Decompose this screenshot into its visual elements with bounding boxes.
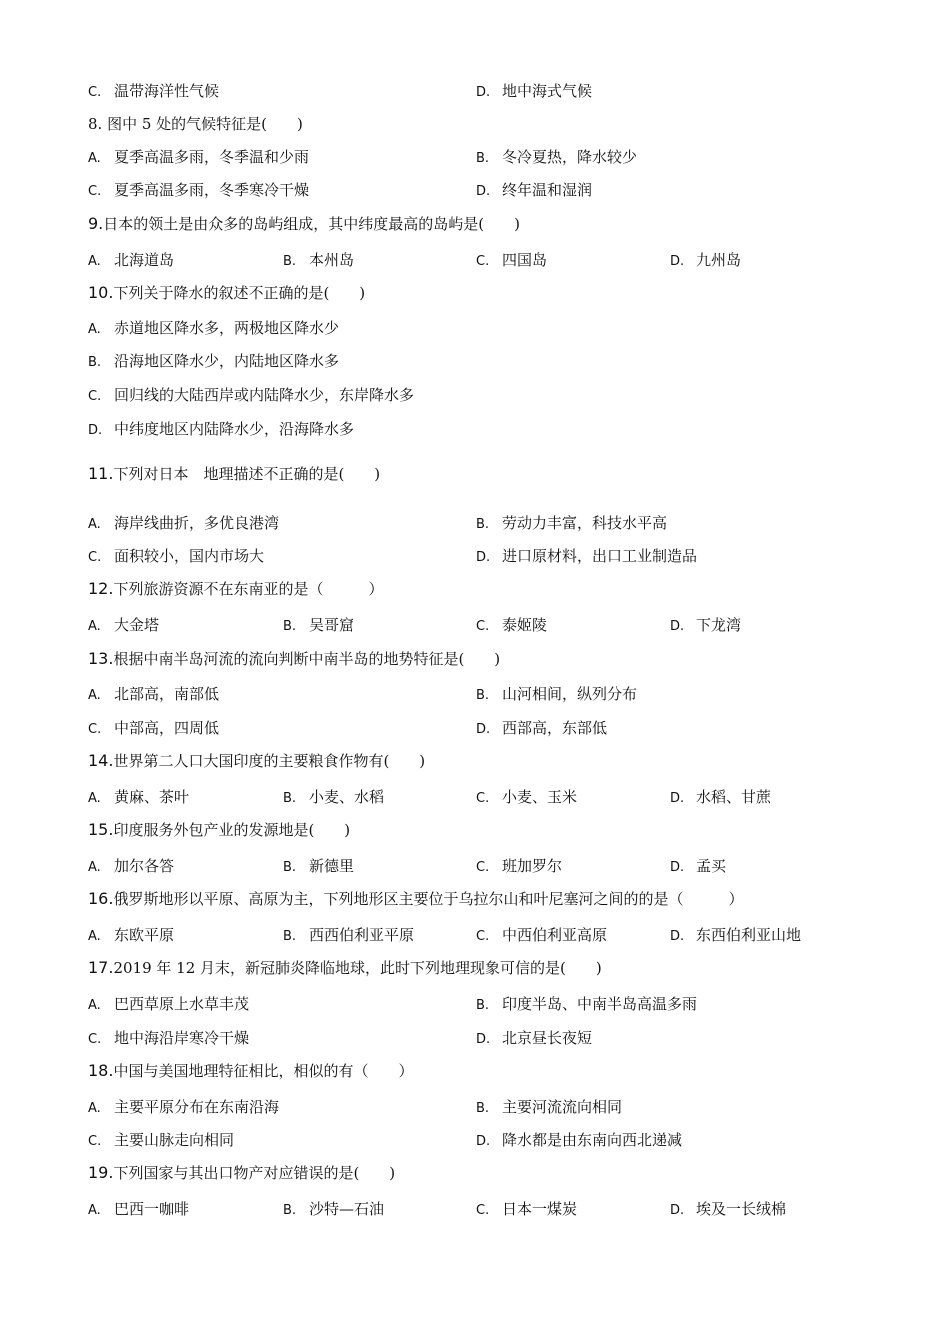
option-c: C. 夏季高温多雨，冬季寒冷干燥 [88, 181, 310, 199]
option-row [0, 383, 950, 407]
question-11-stem: 11.下列对日本 地理描述不正确的是( ) [88, 464, 381, 483]
option-row [0, 544, 950, 568]
option-row [0, 349, 950, 373]
question-14-stem: 14.世界第二人口大国印度的主要粮食作物有( ) [88, 751, 426, 770]
option-d: D. 埃及一长绒棉 [670, 1200, 787, 1218]
option-a: A. 北海道岛 [88, 251, 175, 269]
option-d: D. 水稻、甘蔗 [670, 788, 772, 806]
option-row [0, 1026, 950, 1050]
question-13-stem: 13.根据中南半岛河流的流向判断中南半岛的地势特征是( ) [88, 649, 501, 668]
option-c: C. 班加罗尔 [476, 857, 563, 875]
option-row [0, 785, 950, 809]
option-a: A. 夏季高温多雨，冬季温和少雨 [88, 148, 310, 166]
option-c: C. 泰姬陵 [476, 616, 548, 634]
option-a: A. 黄麻、茶叶 [88, 788, 190, 806]
option-row [0, 992, 950, 1016]
option-b: B. 劳动力丰富，科技水平高 [476, 514, 668, 532]
option-c: C. 主要山脉走向相同 [88, 1131, 235, 1149]
option-row [0, 854, 950, 878]
option-row [0, 316, 950, 340]
option-b: B. 本州岛 [283, 251, 355, 269]
question-15-stem: 15.印度服务外包产业的发源地是( ) [88, 820, 351, 839]
option-c: C. 四国岛 [476, 251, 548, 269]
question-12-stem: 12.下列旅游资源不在东南亚的是（ ） [88, 579, 384, 598]
option-b: B. 新德里 [283, 857, 355, 875]
option-d: D. 九州岛 [670, 251, 742, 269]
option-b: B. 小麦、水稻 [283, 788, 385, 806]
option-row [0, 248, 950, 272]
option-d: D. 孟买 [670, 857, 727, 875]
option-b: B. 冬冷夏热，降水较少 [476, 148, 638, 166]
option-b: B. 印度半岛、中南半岛高温多雨 [476, 995, 698, 1013]
option-row [0, 178, 950, 202]
option-c: C. 中西伯利亚高原 [476, 926, 608, 944]
option-row [0, 417, 950, 441]
option-d: D. 西部高，东部低 [476, 719, 608, 737]
option-d: D. 中纬度地区内陆降水少，沿海降水多 [88, 420, 355, 438]
option-c: C. 地中海沿岸寒冷干燥 [88, 1029, 250, 1047]
option-d: D. 地中海式气候 [476, 82, 593, 100]
option-b: B. 主要河流流向相同 [476, 1098, 623, 1116]
option-c: C. 中部高，四周低 [88, 719, 220, 737]
option-a: A. 加尔各答 [88, 857, 175, 875]
option-c: C. 小麦、玉米 [476, 788, 578, 806]
option-row [0, 716, 950, 740]
option-a: A. 大金塔 [88, 616, 160, 634]
question-10-stem: 10.下列关于降水的叙述不正确的是( ) [88, 283, 366, 302]
option-d: D. 下龙湾 [670, 616, 742, 634]
option-b: B. 吴哥窟 [283, 616, 355, 634]
option-c: C. 面积较小，国内市场大 [88, 547, 265, 565]
option-b: B. 西西伯利亚平原 [283, 926, 415, 944]
option-row [0, 145, 950, 169]
option-c: C. 回归线的大陆西岸或内陆降水少，东岸降水多 [88, 386, 415, 404]
question-17-stem: 17.2019 年 12 月末，新冠肺炎降临地球，此时下列地理现象可信的是( ) [88, 958, 602, 977]
option-row [0, 511, 950, 535]
option-d: D. 进口原材料，出口工业制造品 [476, 547, 698, 565]
option-b: B. 沙特—石油 [283, 1200, 385, 1218]
option-row [0, 1095, 950, 1119]
option-b: B. 山河相间，纵列分布 [476, 685, 638, 703]
option-a: A. 海岸线曲折，多优良港湾 [88, 514, 280, 532]
question-19-stem: 19.下列国家与其出口物产对应错误的是( ) [88, 1163, 396, 1182]
option-c: C. 日本一煤炭 [476, 1200, 578, 1218]
option-a: A. 赤道地区降水多，两极地区降水少 [88, 319, 340, 337]
option-b: B. 沿海地区降水少，内陆地区降水多 [88, 352, 340, 370]
option-a: A. 巴西一咖啡 [88, 1200, 190, 1218]
question-18-stem: 18.中国与美国地理特征相比，相似的有（ ） [88, 1061, 414, 1080]
option-a: A. 东欧平原 [88, 926, 175, 944]
question-8-stem: 8. 图中 5 处的气候特征是( ) [88, 115, 303, 133]
option-row [0, 1197, 950, 1221]
option-c: C. 温带海洋性气候 [88, 82, 220, 100]
option-d: D. 北京昼长夜短 [476, 1029, 593, 1047]
option-row [0, 923, 950, 947]
option-row [0, 613, 950, 637]
option-d: D. 东西伯利亚山地 [670, 926, 802, 944]
option-d: D. 终年温和湿润 [476, 181, 593, 199]
option-row [0, 79, 950, 103]
question-9-stem: 9.日本的领土是由众多的岛屿组成，其中纬度最高的岛屿是( ) [88, 214, 520, 233]
option-row [0, 682, 950, 706]
option-a: A. 巴西草原上水草丰茂 [88, 995, 250, 1013]
option-a: A. 北部高，南部低 [88, 685, 220, 703]
question-16-stem: 16.俄罗斯地形以平原、高原为主，下列地形区主要位于乌拉尔山和叶尼塞河之间的的是（ ） [88, 889, 744, 908]
option-row [0, 1128, 950, 1152]
option-d: D. 降水都是由东南向西北递减 [476, 1131, 683, 1149]
option-a: A. 主要平原分布在东南沿海 [88, 1098, 280, 1116]
